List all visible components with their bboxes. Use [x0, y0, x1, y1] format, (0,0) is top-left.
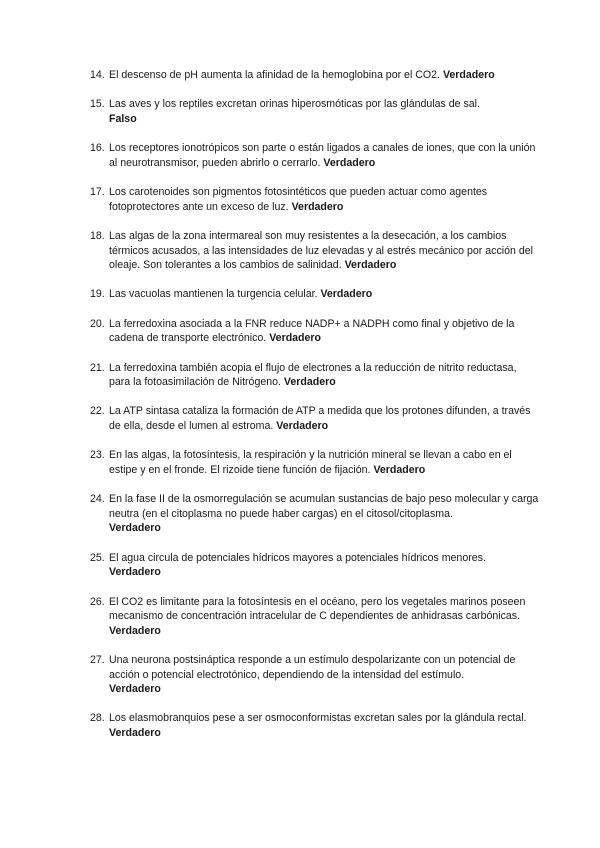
statement-text: La ferredoxina también acopia el flujo de electrones a la reducción de nitrito reductasa, para la fotoasimilación de Nitrógeno.: [109, 361, 517, 389]
statement-answer: Verdadero: [291, 200, 344, 213]
statement-answer: Verdadero: [109, 624, 161, 637]
statement-item: [90, 653, 540, 697]
statement-number: 23.: [90, 449, 105, 462]
statement-answer: Verdadero: [269, 332, 322, 345]
statement-text: Una neurona postsináptica responde a un estímulo despolarizante con un potencial de acción o potencial electrotónico, dependiendo de la intensidad del estímulo.: [109, 653, 516, 681]
statement-number: 14.: [90, 69, 105, 81]
statement-answer: Verdadero: [109, 522, 161, 535]
statement-number: 27.: [90, 653, 105, 666]
statement-answer: Verdadero: [109, 683, 161, 696]
statement-item: [90, 68, 540, 83]
statement-number: 19.: [90, 288, 105, 301]
statement-item: [90, 595, 540, 639]
statement-text: Las algas de la zona intermareal son muy resistentes a la desecación, a los cambios térmicos acusados, a las intensidades de luz elevadas y al estrés mecánico por acción del oleaje. Son tolerantes a los cambios de salinidad.: [109, 229, 533, 272]
statement-number: 22.: [90, 405, 105, 418]
statement-number: 26.: [90, 595, 105, 608]
statement-text: Los carotenoides son pigmentos fotosintéticos que pueden actuar como agentes fotoprotectores ante un exceso de luz.: [109, 186, 488, 213]
statement-answer: Verdadero: [109, 727, 161, 740]
statement-answer: Verdadero: [320, 288, 373, 301]
statement-text: En la fase II de la osmorregulación se acumulan sustancias de bajo peso molecular y carga neutra (en el citoplasma no puede haber cargas) en el citosol/citoplasma.: [109, 493, 539, 520]
statement-item: [90, 404, 540, 433]
statement-text: Las aves y los reptiles excretan orinas hiperosmóticas por las glándulas de sal.: [109, 98, 480, 111]
statement-answer: Verdadero: [283, 376, 336, 389]
statement-text: La ATP sintasa cataliza la formación de ATP a medida que los protones difunden, a través de ella, desde el lumen al estroma.: [109, 405, 531, 432]
statement-item: [90, 141, 540, 170]
statement-number: 24.: [90, 493, 105, 506]
statement-number: 25.: [90, 551, 105, 564]
statement-number: 18.: [90, 229, 105, 242]
statement-answer: Verdadero: [373, 463, 426, 476]
statement-item: [90, 711, 540, 740]
statement-number: 20.: [90, 317, 105, 330]
statement-item: [90, 551, 540, 580]
statement-text: La ferredoxina asociada a la FNR reduce NADP+ a NADPH como final y objetivo de la cadena de transporte electrónico.: [109, 317, 515, 345]
statement-number: 15.: [90, 98, 105, 111]
statement-text: En las algas, la fotosíntesis, la respiración y la nutrición mineral se llevan a cabo en el estipe y en el fronde. El rizoide tiene función de fijación.: [109, 449, 512, 476]
statement-number: 17.: [90, 186, 105, 199]
statement-number: 16.: [90, 142, 105, 155]
statement-item: [90, 492, 540, 536]
statement-text: El agua circula de potenciales hídricos mayores a potenciales hídricos menores.: [109, 551, 486, 564]
statement-answer: Verdadero: [276, 420, 329, 432]
statement-answer: Verdadero: [323, 156, 376, 169]
statement-list: [90, 68, 540, 741]
statement-item: [90, 287, 540, 302]
statement-item: [90, 448, 540, 477]
statement-answer: Verdadero: [344, 259, 397, 272]
statement-text: El descenso de pH aumenta la afinidad de la hemoglobina por el CO2.: [109, 69, 440, 81]
statement-number: 28.: [90, 712, 105, 725]
statement-answer: Verdadero: [109, 566, 161, 579]
statement-answer: Verdadero: [442, 69, 495, 81]
statement-text: Las vacuolas mantienen la turgencia celular.: [109, 288, 318, 301]
statement-item: [90, 229, 540, 273]
statement-number: 21.: [90, 361, 105, 374]
statement-item: [90, 361, 540, 390]
statement-text: El CO2 es limitante para la fotosíntesis en el océano, pero los vegetales marinos poseen mecanismo de concentración intracelular de C dependientes de anhidrasas carbónicas.: [109, 595, 526, 623]
statement-text: Los receptores ionotrópicos son parte o están ligados a canales de iones, que con la unión al neurotransmisor, pueden abrirlo o cerrarlo.: [109, 142, 536, 169]
statement-answer: Falso: [109, 112, 137, 125]
statement-item: [90, 317, 540, 346]
statement-text: Los elasmobranquios pese a ser osmoconformistas excretan sales por la glándula rectal.: [109, 712, 527, 725]
statement-item: [90, 185, 540, 214]
statement-item: [90, 97, 540, 126]
